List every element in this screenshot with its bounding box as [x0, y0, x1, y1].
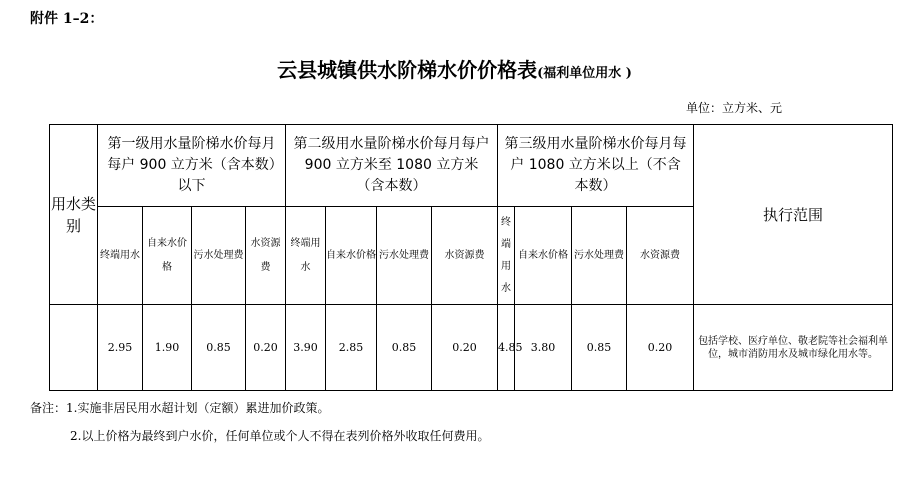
tier2-tap-header: 自来水价格 — [326, 207, 377, 305]
water-price-table — [49, 124, 893, 391]
tier3-sewage-fee: 0.85 — [572, 305, 627, 391]
scope-description: 包括学校、医疗单位、敬老院等社会福利单位，城市消防用水及城市绿化用水等。 — [694, 305, 893, 391]
tier1-sewage-header: 污水处理费 — [192, 207, 246, 305]
category-cell — [50, 305, 98, 391]
unit-note: 单位：立方米、元 — [686, 101, 783, 115]
tier1-header: 第一级用水量阶梯水价每月每户 900 立方米（含本数）以下 — [98, 125, 286, 207]
title-main: 云县城镇供水阶梯水价价格表 — [277, 58, 538, 82]
document-title — [0, 54, 909, 83]
tier1-sewage-fee: 0.85 — [192, 305, 246, 391]
tier1-terminal-price: 2.95 — [98, 305, 143, 391]
tier2-resource-fee: 0.20 — [432, 305, 498, 391]
remark-1: 备注：1.实施非居民用水超计划（定额）累进加价政策。 — [30, 401, 330, 415]
category-header: 用水类别 — [50, 125, 98, 305]
tier3-resource-header: 水资源费 — [627, 207, 694, 305]
tier1-resource-header: 水资源费 — [246, 207, 286, 305]
tier1-tap-header: 自来水价格 — [143, 207, 192, 305]
tier3-tap-price: 3.80 — [515, 305, 572, 391]
tier2-header: 第二级用水量阶梯水价每月每户 900 立方米至 1080 立方米（含本数） — [286, 125, 498, 207]
table-row — [50, 305, 893, 391]
scope-header: 执行范围 — [694, 125, 893, 305]
tier3-tap-header: 自来水价格 — [515, 207, 572, 305]
tier3-terminal-header: 终端用水 — [498, 207, 515, 305]
tier1-tap-price: 1.90 — [143, 305, 192, 391]
title-subtitle: (福利单位用水 ) — [537, 66, 632, 81]
tier2-terminal-header: 终端用水 — [286, 207, 326, 305]
tier2-sewage-fee: 0.85 — [377, 305, 432, 391]
tier1-terminal-header: 终端用水 — [98, 207, 143, 305]
tier2-terminal-price: 3.90 — [286, 305, 326, 391]
attachment-label: 附件 1–2： — [30, 11, 104, 27]
tier3-terminal-price: 4.85 — [498, 305, 515, 391]
remark-2: 2.以上价格为最终到户水价，任何单位或个人不得在表列价格外收取任何费用。 — [70, 429, 490, 443]
tier2-sewage-header: 污水处理费 — [377, 207, 432, 305]
tier3-resource-fee: 0.20 — [627, 305, 694, 391]
tier3-header: 第三级用水量阶梯水价每月每户 1080 立方米以上（不含本数） — [498, 125, 694, 207]
tier1-resource-fee: 0.20 — [246, 305, 286, 391]
tier2-tap-price: 2.85 — [326, 305, 377, 391]
tier3-sewage-header: 污水处理费 — [572, 207, 627, 305]
tier2-resource-header: 水资源费 — [432, 207, 498, 305]
header-row-tiers — [50, 125, 893, 207]
